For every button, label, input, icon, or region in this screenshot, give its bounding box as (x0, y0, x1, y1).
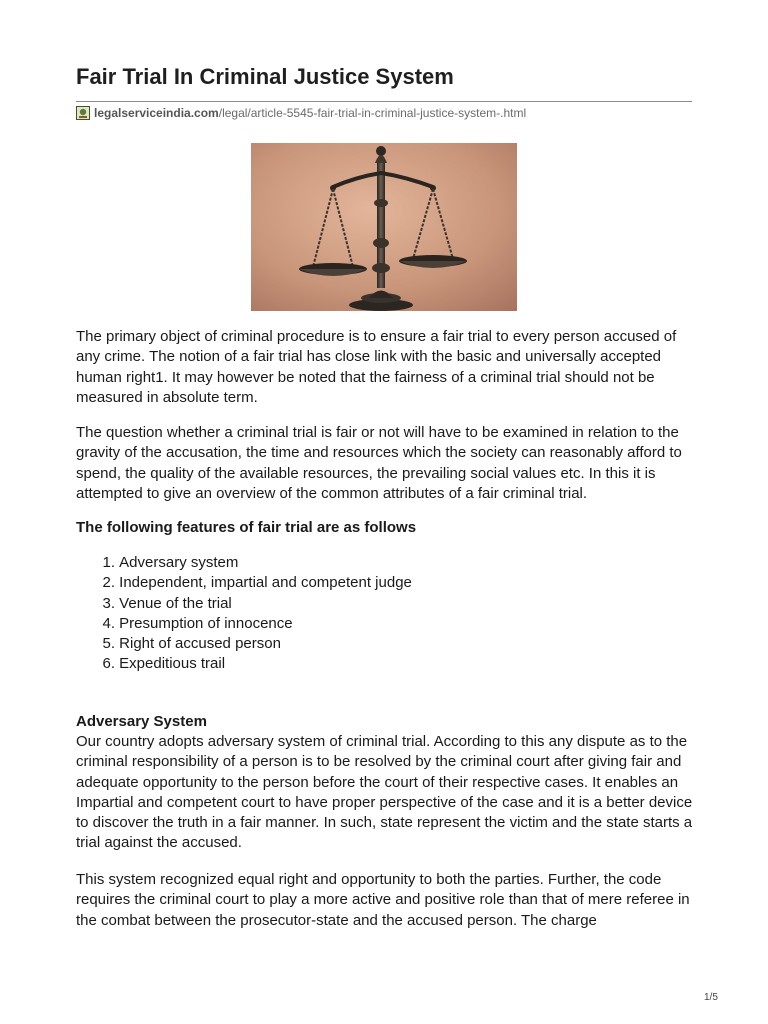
page-title: Fair Trial In Criminal Justice System (76, 64, 454, 89)
intro-paragraph: The primary object of criminal procedure is to ensure a fair trial to every person accused of any crime. The notion of a fair trial has close link with the basic and universally accepted human right1. It may however be noted that the fairness of a criminal trial should not be measured in absolute term. (76, 328, 677, 406)
features-list (76, 553, 412, 675)
section-heading-adversary: Adversary System (76, 713, 207, 730)
source-domain[interactable]: legalserviceindia.com (94, 106, 219, 120)
list-item: 4. Presumption of innocence (102, 614, 293, 632)
site-favicon-icon (76, 106, 90, 120)
list-item: 6. Expeditious trail (102, 655, 226, 673)
features-heading: The following features of fair trial are as follows (76, 519, 417, 536)
list-item: 5. Right of accused person (102, 635, 281, 653)
equal-right-paragraph: This system recognized equal right and opportunity to both the parties. Further, the code requires the criminal court to play a more active and positive role than that of mere referee in the combat between the prosecutor-state and the accused person. The charge (76, 871, 690, 929)
overview-paragraph: The question whether a criminal trial is fair or not will have to be examined in relation to the gravity of the accusation, the time and resources which the society can reasonably afford to spend, the quality of the available resources, the prevailing social values etc. In this it is attempted to give an overview of the common attributes of a fair criminal trial. (76, 424, 682, 502)
list-item: 1. Adversary system (102, 554, 239, 571)
scales-of-justice-illustration (251, 143, 517, 311)
page-number: 1/5 (704, 992, 718, 1003)
source-link[interactable] (76, 106, 526, 120)
source-path[interactable]: /legal/article-5545-fair-trial-in-criminal-justice-system-.html (218, 106, 527, 120)
title-divider (76, 101, 692, 102)
list-item: 2. Independent, impartial and competent judge (102, 574, 412, 592)
adversary-paragraph: Our country adopts adversary system of criminal trial. According to this any dispute as to the criminal responsibility of a person is to be resolved by the criminal court after giving fair and adequate opportunity to the person before the court of their respective cases. It enables an Impartial and competent court to have proper perspective of the case and it is a better device to discover the truth in a fair manner. In such, state represent the victim and the state starts a trial against the accused. (76, 733, 693, 852)
list-item: 3. Venue of the trial (102, 594, 232, 612)
